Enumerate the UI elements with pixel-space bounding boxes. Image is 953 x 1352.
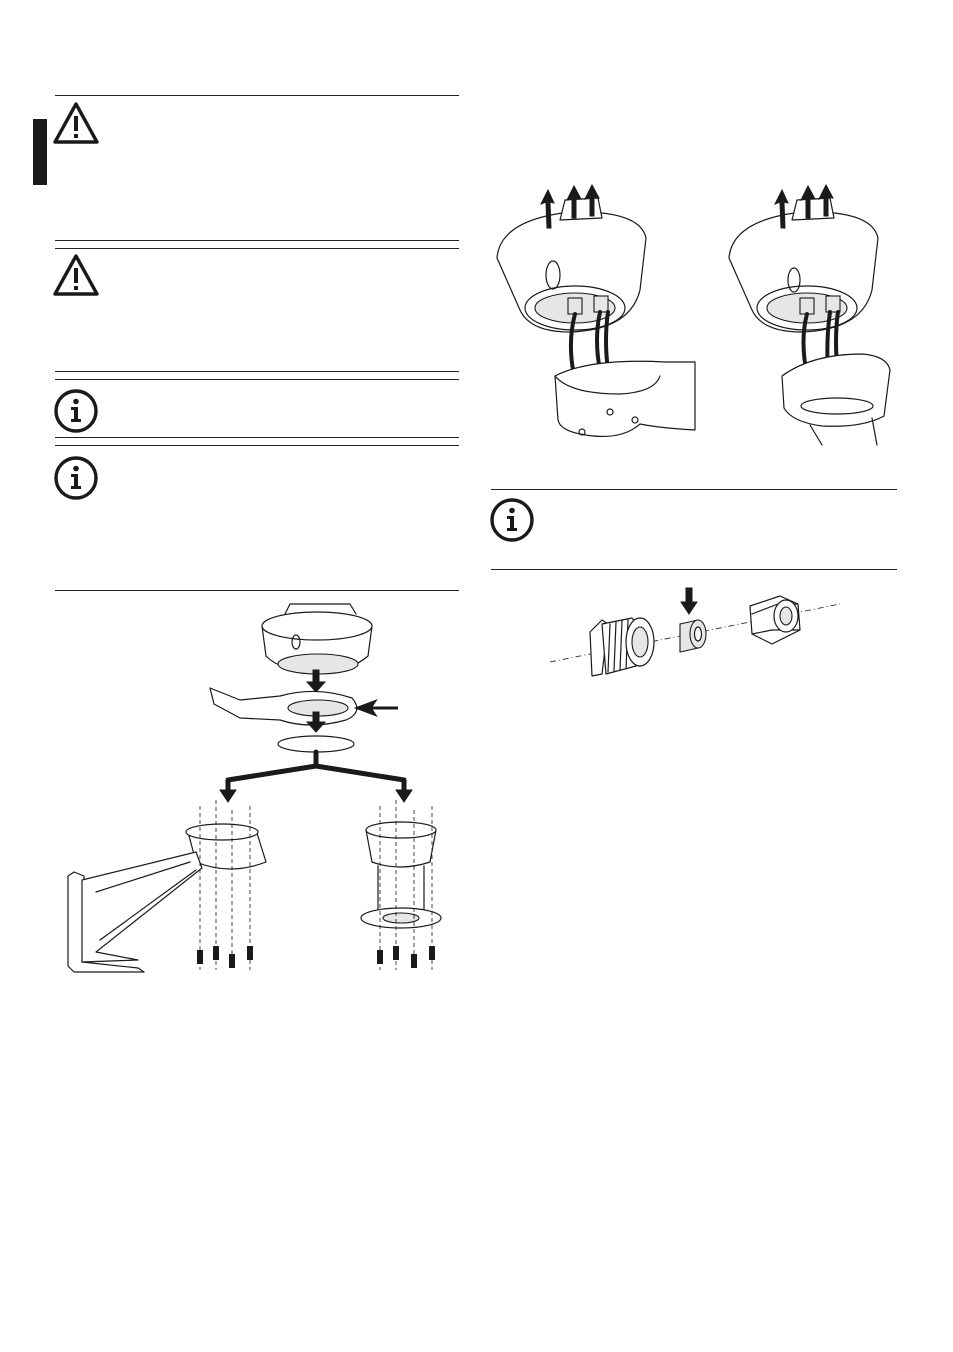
gland-nut (750, 596, 800, 644)
divider (491, 489, 897, 490)
housing-right (729, 185, 890, 445)
warning-triangle-icon (53, 253, 99, 299)
gland-body (590, 618, 654, 676)
divider (55, 371, 459, 372)
housing-left (497, 185, 695, 436)
divider (55, 95, 459, 96)
info-circle-icon (53, 388, 99, 434)
divider (491, 569, 897, 570)
cable-routing-figure (490, 180, 900, 450)
divider (55, 248, 459, 249)
divider (55, 240, 459, 241)
divider (55, 445, 459, 446)
language-side-tab (33, 119, 47, 185)
info-circle-icon (53, 455, 99, 501)
info-circle-icon (489, 497, 535, 543)
warning-triangle-icon (53, 101, 99, 147)
cable-gland-figure (540, 584, 850, 694)
pole-adapter (361, 822, 441, 928)
flat-gasket (210, 688, 357, 725)
divider (55, 437, 459, 438)
camera-base-housing (262, 604, 372, 674)
seal-insert (680, 588, 706, 652)
divider (55, 590, 459, 591)
divider (55, 379, 459, 380)
wall-bracket (68, 824, 266, 972)
bracket-mounting-exploded-figure (60, 600, 460, 980)
